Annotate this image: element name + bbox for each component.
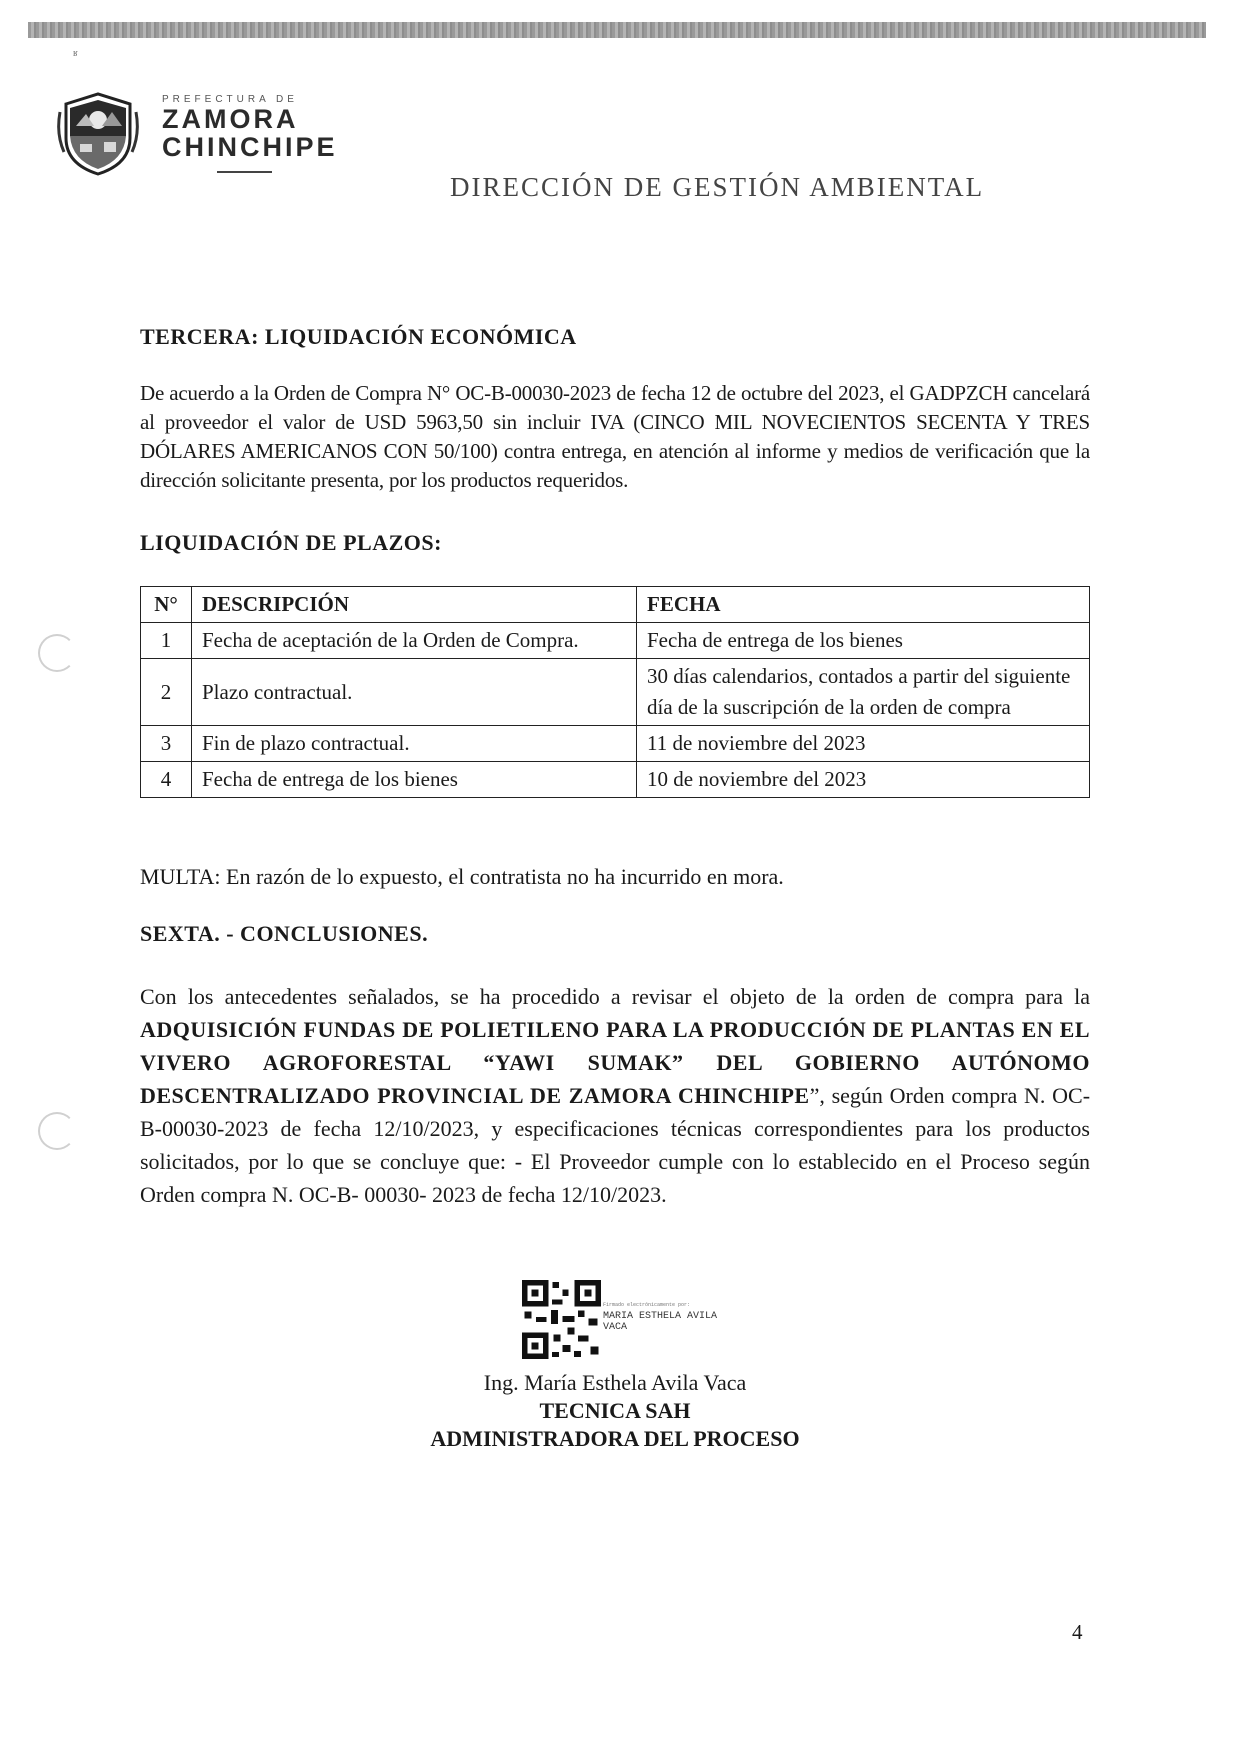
department-title: DIRECCIÓN DE GESTIÓN AMBIENTAL — [450, 172, 985, 202]
signer-role-2: ADMINISTRADORA DEL PROCESO — [430, 1426, 800, 1451]
sexta-intro: Con los antecedentes señalados, se ha procedido a revisar el objeto de la orden de compra para la — [140, 984, 1090, 1009]
scan-top-bar — [28, 22, 1206, 38]
org-line-2: CHINCHIPE — [162, 132, 338, 162]
table-row — [141, 623, 1090, 659]
row-num: 1 — [141, 623, 192, 659]
punch-hole-top — [38, 634, 76, 672]
sexta-object-title: ADQUISICIÓN FUNDAS DE POLIETILENO PARA LA PRODUCCIÓN DE PLANTAS EN EL VIVERO AGROFORESTAL “YAWI SUMAK” DEL GOBIERNO AUTÓNOMO DESCENTRALIZADO PROVINCIAL DE ZAMORA CHINCHIPE — [140, 1017, 1090, 1108]
org-prefix: PREFECTURA DE — [162, 94, 298, 105]
scan-speck: ʁ — [73, 48, 78, 59]
section-sexta-paragraph — [140, 980, 1090, 1211]
row-descripcion: Fecha de entrega de los bienes — [192, 762, 637, 798]
org-underline — [217, 171, 272, 173]
sexta-rest: ”, según Orden compra N. OC-B-00030-2023 de fecha 12/10/2023, y especificaciones técnicas correspondientes para los productos solicitados, por lo que se concluye que: - El Proveedor cumple con lo establecido en el Proceso según Orden compra N. OC-B- 00030- 2023 de fecha 12/10/2023. — [140, 1083, 1091, 1207]
section-tercera-paragraph: De acuerdo a la Orden de Compra N° OC-B-00030-2023 de fecha 12 de octubre del 2023, el GADPZCH cancelará al proveedor el valor de USD 5963,50 sin incluir IVA (CINCO MIL NOVECIENTOS SECENTA Y TRES DÓLARES AMERICANOS CON 50/100) contra entrega, en atención al informe y medios de verificación que la dirección solicitante presenta, por los productos requeridos. — [140, 381, 1090, 492]
page-number: 4 — [1072, 1620, 1083, 1644]
section-tercera-title: TERCERA: LIQUIDACIÓN ECONÓMICA — [140, 324, 577, 349]
table-row — [141, 659, 1090, 726]
table-row — [141, 762, 1090, 798]
row-num: 3 — [141, 726, 192, 762]
row-fecha: 11 de noviembre del 2023 — [637, 726, 1090, 762]
signer-name: Ing. María Esthela Avila Vaca — [483, 1370, 747, 1395]
row-descripcion: Fecha de aceptación de la Orden de Compra. — [192, 623, 637, 659]
section-sexta-title: SEXTA. - CONCLUSIONES. — [140, 921, 429, 946]
row-fecha: 10 de noviembre del 2023 — [637, 762, 1090, 798]
org-line-1: ZAMORA — [162, 104, 299, 134]
row-fecha: 30 días calendarios, contados a partir del siguiente día de la suscripción de la orden de compra — [637, 659, 1090, 726]
plazos-table — [140, 586, 1090, 798]
row-num: 2 — [141, 659, 192, 726]
row-descripcion: Fin de plazo contractual. — [192, 726, 637, 762]
signer-role-1: TECNICA SAH — [539, 1398, 691, 1423]
stamp-name-line-1: MARIA ESTHELA AVILA — [603, 1311, 718, 1322]
table-row — [141, 726, 1090, 762]
row-num: 4 — [141, 762, 192, 798]
plazos-title: LIQUIDACIÓN DE PLAZOS: — [140, 530, 442, 555]
multa-text: MULTA: En razón de lo expuesto, el contratista no ha incurrido en mora. — [140, 864, 784, 889]
punch-hole-bottom — [38, 1112, 76, 1150]
prefectura-shield-logo — [52, 86, 144, 178]
header-fecha: FECHA — [637, 587, 1090, 623]
header-num: N° — [141, 587, 192, 623]
row-descripcion: Plazo contractual. — [192, 659, 637, 726]
row-fecha: Fecha de entrega de los bienes — [637, 623, 1090, 659]
stamp-name-line-2: VACA — [603, 1322, 628, 1333]
signature-qr-code — [521, 1280, 602, 1359]
stamp-caption: Firmado electrónicamente por: — [603, 1302, 691, 1308]
header-descripcion: DESCRIPCIÓN — [192, 587, 637, 623]
signature-stamp-text — [603, 1300, 717, 1333]
organization-name — [162, 94, 338, 173]
table-header-row — [141, 587, 1090, 623]
